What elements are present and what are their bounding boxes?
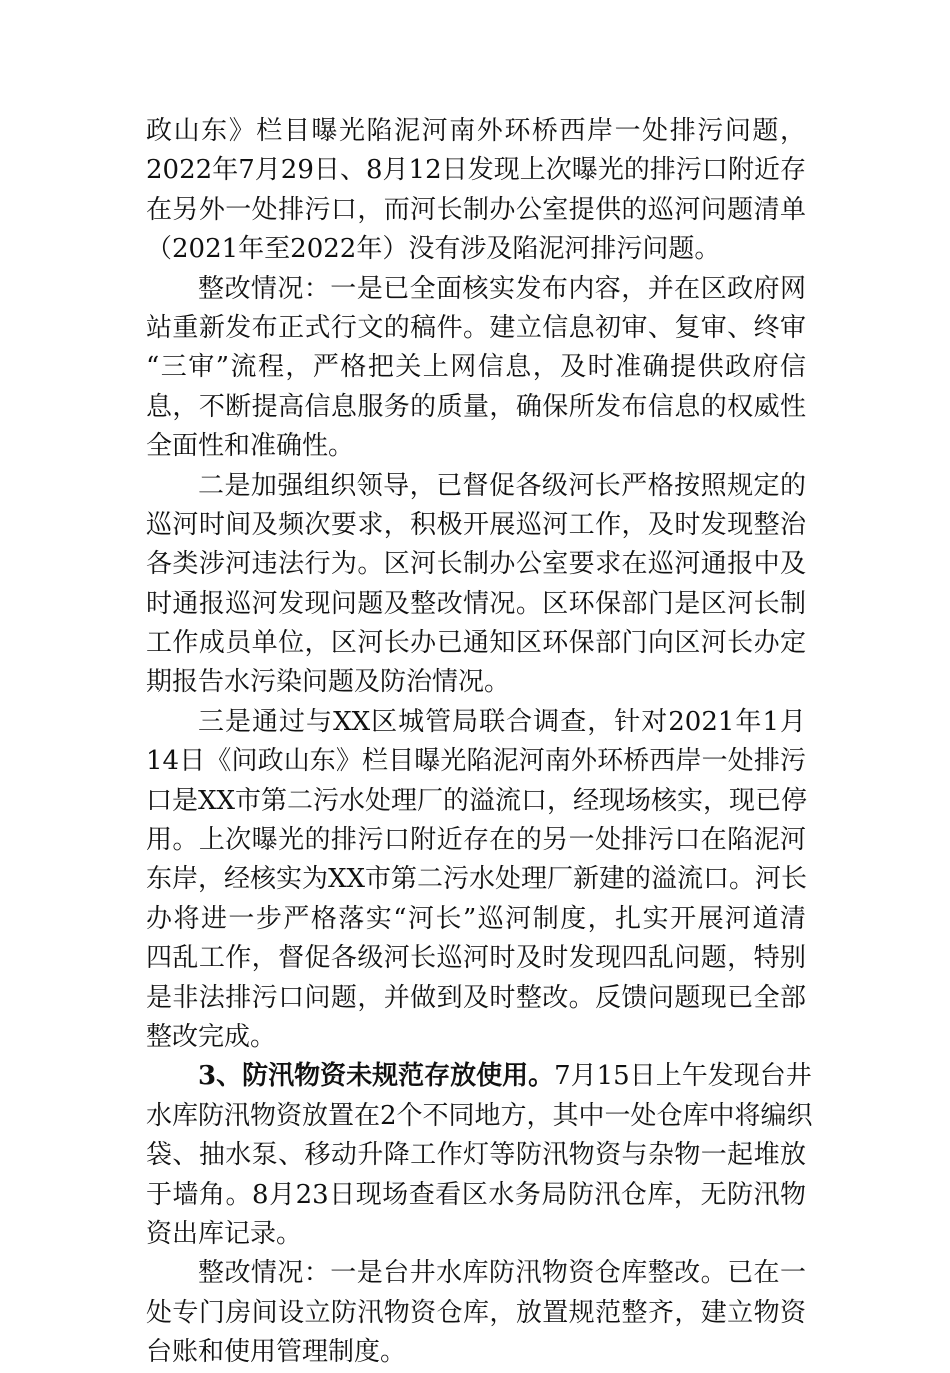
text-line: 期报告水污染问题及防治情况。 [146,667,511,698]
text-line: 2022年7月29日、8月12日发现上次曝光的排污口附近存 [146,155,806,186]
text-line: 各类涉河违法行为。区河长制办公室要求在巡河通报中及 [146,549,806,580]
text-line: 整改完成。 [146,1021,277,1052]
text-line: 巡河时间及频次要求，积极开展巡河工作，及时发现整治 [146,509,806,540]
text-line: 东岸，经核实为XX市第二污水处理厂新建的溢流口。河长 [146,864,808,895]
text-line: 资出库记录。 [146,1218,303,1249]
text-line: 用。上次曝光的排污口附近存在的另一处排污口在陷泥河 [146,825,806,856]
text-line: 站重新发布正式行文的稿件。建立信息初审、复审、终审 [146,312,806,343]
text-line: “三审”流程，严格把关上网信息，及时准确提供政府信 [146,352,806,383]
text-line: 于墙角。8月23日现场查看区水务局防汛仓库，无防汛物 [146,1179,806,1210]
text-line: 整改情况：一是已全面核实发布内容，并在区政府网 [198,273,806,304]
text-line: 时通报巡河发现问题及整改情况。区环保部门是区河长制 [146,588,806,619]
text-line: 袋、抽水泵、移动升降工作灯等防汛物资与杂物一起堆放 [146,1140,806,1171]
text-line: 二是加强组织领导，已督促各级河长严格按照规定的 [198,470,806,501]
text-line: 台账和使用管理制度。 [146,1337,407,1368]
text-line: 在另外一处排污口，而河长制办公室提供的巡河问题清单 [146,194,806,225]
text-line: 政山东》栏目曝光陷泥河南外环桥西岸一处排污问题， [146,116,806,146]
text-line: 息，不断提高信息服务的质量，确保所发布信息的权威性 [146,391,806,422]
text-line: 口是XX市第二污水处理厂的溢流口，经现场核实，现已停 [146,785,808,816]
text-line: （2021年至2022年）没有涉及陷泥河排污问题。 [146,234,721,265]
text-line: 四乱工作，督促各级河长巡河时及时发现四乱问题，特别 [146,943,806,974]
text-line: 处专门房间设立防汛物资仓库，放置规范整齐，建立物资 [146,1297,806,1328]
text-line: 三是通过与XX区城管局联合调查，针对2021年1月 [198,706,806,737]
text-run: 7月15日上午发现台井 [554,1061,812,1092]
text-line: 水库防汛物资放置在2个不同地方，其中一处仓库中将编织 [146,1100,813,1131]
text-line: 14日《问政山东》栏目曝光陷泥河南外环桥西岸一处排污 [146,746,806,777]
text-line: 是非法排污口问题，并做到及时整改。反馈问题现已全部 [146,982,806,1013]
text-line: 工作成员单位，区河长办已通知区环保部门向区河长办定 [146,628,806,659]
text-line: 办将进一步严格落实“河长”巡河制度，扎实开展河道清 [146,903,806,934]
text-line [146,1057,812,1096]
text-line: 整改情况：一是台井水库防汛物资仓库整改。已在一 [198,1258,806,1289]
section-heading: 3、防汛物资未规范存放使用。 [198,1061,555,1092]
text-line: 全面性和准确性。 [146,431,355,462]
document-body [146,112,813,1373]
